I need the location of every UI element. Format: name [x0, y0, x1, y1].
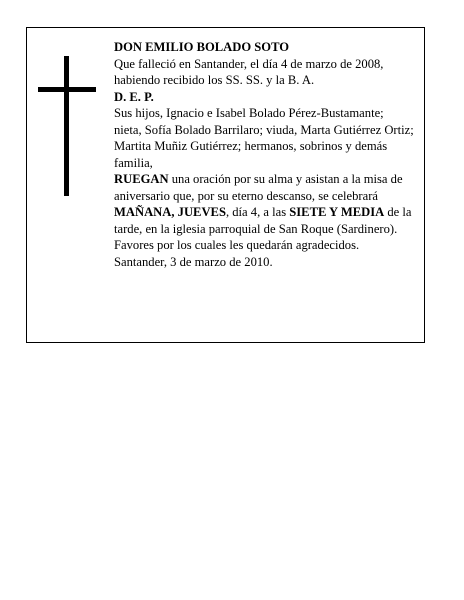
cross-icon	[38, 56, 98, 196]
ruegan-word: RUEGAN	[114, 172, 169, 186]
cross-horizontal-bar	[38, 87, 96, 92]
mass-day: MAÑANA, JUEVES	[114, 205, 226, 219]
family-list: Sus hijos, Ignacio e Isabel Bolado Pérez-Bustamante; nieta, Sofía Bolado Barrilaro; viuda, Marta Gutiérrez Ortiz; Martita Muñiz Gutiérrez; hermanos, sobrinos y demás familia,	[114, 106, 414, 170]
mass-day-text: , día 4, a las	[225, 205, 290, 219]
deceased-name: DON EMILIO BOLADO SOTO	[114, 40, 290, 54]
ruegan-text: una oración por su alma y asistan a la misa de aniversario que, por su eterno descanso, se celebrará	[114, 172, 403, 203]
cross-vertical-bar	[64, 56, 69, 196]
place-date: Santander, 3 de marzo de 2010.	[114, 254, 273, 269]
obituary-notice	[26, 27, 425, 343]
notice-text	[114, 39, 414, 270]
mass-time: SIETE Y MEDIA	[289, 205, 385, 219]
dep-line: D. E. P.	[114, 89, 154, 104]
death-statement: Que falleció en Santander, el día 4 de marzo de 2008, habiendo recibido los SS. SS. y la B. A.	[114, 56, 384, 87]
mass-invitation	[114, 171, 414, 254]
mass-time-text: de la tarde, en la iglesia parroquial de San Roque (Sardinero). Favores por los cuales les quedarán agradecidos.	[114, 205, 412, 252]
